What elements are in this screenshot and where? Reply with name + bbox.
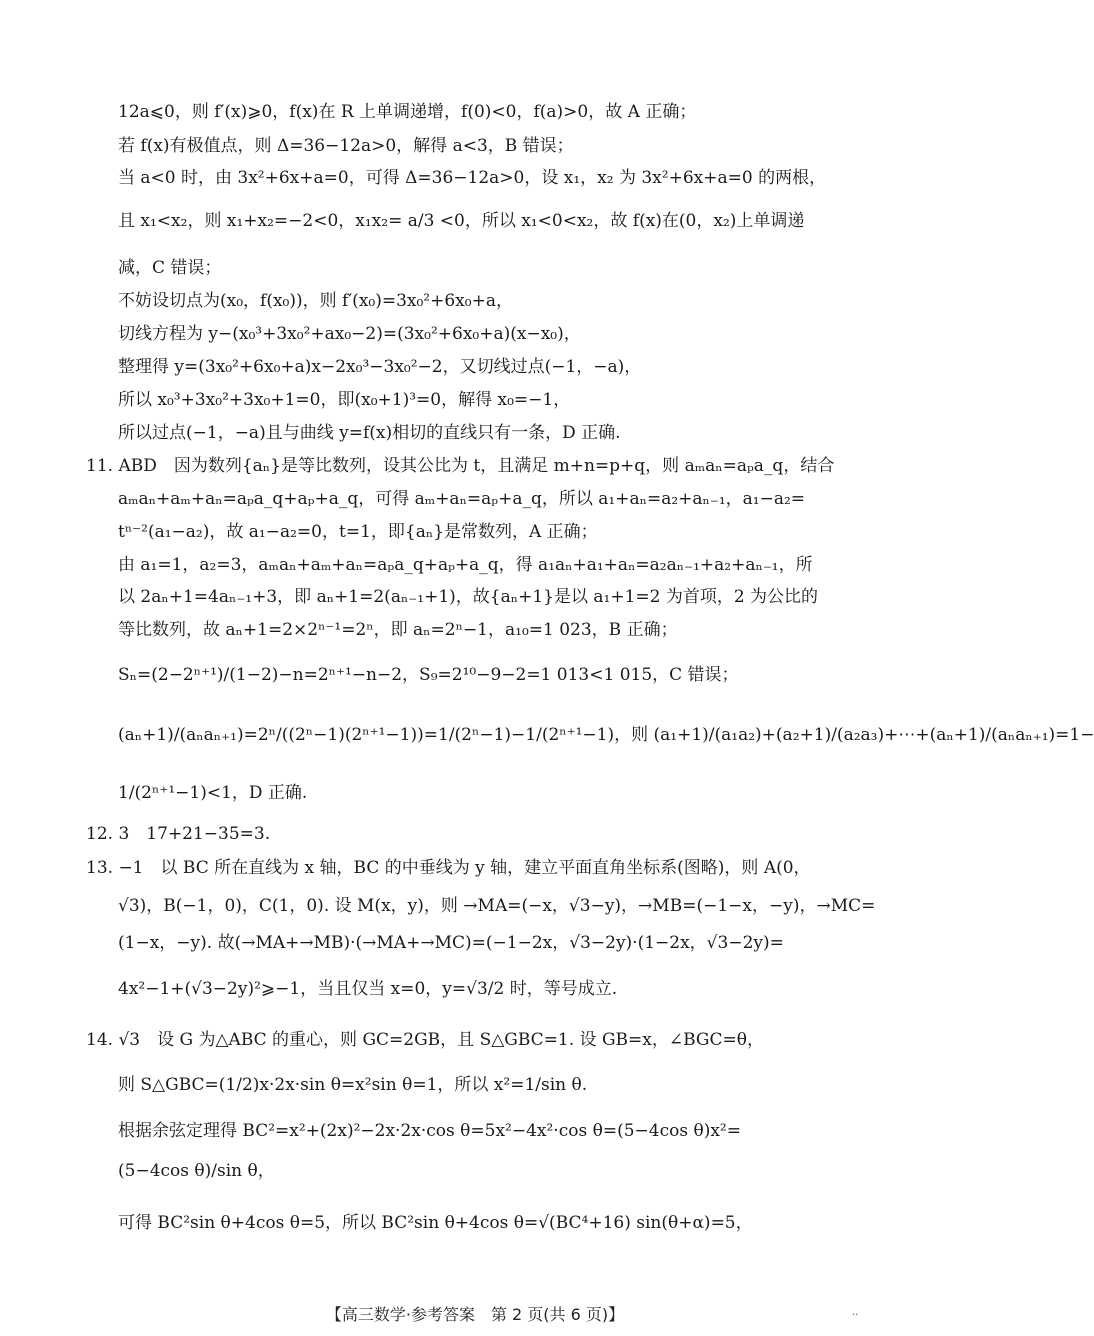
- question-14-line: 14. √3 设 G 为△ABC 的重心，则 GC=2GB，且 S△GBC=1. 设 GB=x，∠BGC=θ，: [86, 1030, 764, 1050]
- text-line: 由 a₁=1，a₂=3，aₘaₙ+aₘ+aₙ=aₚa_q+aₚ+a_q，得 a₁aₙ+a₁+aₙ=a₂aₙ₋₁+a₂+aₙ₋₁，所: [118, 555, 813, 575]
- text-line: 则 S△GBC=(1/2)x·2x·sin θ=x²sin θ=1，所以 x²=1/sin θ.: [118, 1075, 588, 1095]
- text-line: Sₙ=(2−2ⁿ⁺¹)/(1−2)−n=2ⁿ⁺¹−n−2，S₉=2¹⁰−9−2=1 013<1 015，C 错误；: [118, 665, 739, 685]
- text-line: 12a⩽0，则 f′(x)⩾0，f(x)在 R 上单调递增，f(0)<0，f(a)>0，故 A 正确；: [118, 102, 697, 122]
- page-footer: 【高三数学·参考答案 第 2 页(共 6 页)】: [325, 1305, 625, 1324]
- text-line: 减，C 错误；: [118, 258, 222, 278]
- text-line: aₘaₙ+aₘ+aₙ=aₚa_q+aₚ+a_q，可得 aₘ+aₙ=aₚ+a_q，所以 a₁+aₙ=a₂+aₙ₋₁，a₁−a₂=: [118, 489, 806, 509]
- text-line: √3)，B(−1，0)，C(1，0). 设 M(x，y)，则 →MA=(−x，√3−y)，→MB=(−1−x，−y)，→MC=: [118, 896, 876, 916]
- text-line: 所以 x₀³+3x₀²+3x₀+1=0，即(x₀+1)³=0，解得 x₀=−1，: [118, 390, 571, 410]
- question-13-line: 13. −1 以 BC 所在直线为 x 轴，BC 的中垂线为 y 轴，建立平面直角坐标系(图略)，则 A(0，: [86, 858, 811, 878]
- text-line: 可得 BC²sin θ+4cos θ=5，所以 BC²sin θ+4cos θ=√(BC⁴+16) sin(θ+α)=5，: [118, 1213, 753, 1233]
- text-line: 等比数列，故 aₙ+1=2×2ⁿ⁻¹=2ⁿ，即 aₙ=2ⁿ−1，a₁₀=1 023，B 正确；: [118, 620, 678, 640]
- text-line: 4x²−1+(√3−2y)²⩾−1，当且仅当 x=0，y=√3/2 时，等号成立.: [118, 979, 618, 999]
- text-line: (5−4cos θ)/sin θ，: [118, 1161, 275, 1181]
- text-line: (aₙ+1)/(aₙaₙ₊₁)=2ⁿ/((2ⁿ−1)(2ⁿ⁺¹−1))=1/(2ⁿ−1)−1/(2ⁿ⁺¹−1)，则 (a₁+1)/(a₁a₂)+(a₂+1)/(a₂a₃)+⋯+(aₙ+1)/(aₙaₙ₊₁)=1−: [118, 725, 1094, 745]
- question-12-line: 12. 3 17+21−35=3.: [86, 824, 271, 844]
- corner-mark: ··: [852, 1310, 859, 1321]
- text-line: 若 f(x)有极值点，则 Δ=36−12a>0，解得 a<3，B 错误；: [118, 136, 574, 156]
- text-line: (1−x，−y). 故(→MA+→MB)·(→MA+→MC)=(−1−2x，√3−2y)·(1−2x，√3−2y)=: [118, 933, 784, 953]
- text-line: 不妨设切点为(x₀，f(x₀))，则 f′(x₀)=3x₀²+6x₀+a，: [118, 291, 513, 311]
- text-line: 且 x₁<x₂，则 x₁+x₂=−2<0，x₁x₂= a/3 <0，所以 x₁<0<x₂，故 f(x)在(0，x₂)上单调递: [118, 211, 805, 231]
- question-11-line: 11. ABD 因为数列{aₙ}是等比数列，设其公比为 t，且满足 m+n=p+q，则 aₘaₙ=aₚa_q，结合: [86, 456, 835, 476]
- text-line: 所以过点(−1，−a)且与曲线 y=f(x)相切的直线只有一条，D 正确.: [118, 423, 621, 443]
- text-line: 整理得 y=(3x₀²+6x₀+a)x−2x₀³−3x₀²−2，又切线过点(−1，−a)，: [118, 357, 642, 377]
- text-line: tⁿ⁻²(a₁−a₂)，故 a₁−a₂=0，t=1，即{aₙ}是常数列，A 正确；: [118, 522, 598, 542]
- text-line: 以 2aₙ+1=4aₙ₋₁+3，即 aₙ+1=2(aₙ₋₁+1)，故{aₙ+1}是以 a₁+1=2 为首项，2 为公比的: [118, 587, 819, 607]
- text-line: 切线方程为 y−(x₀³+3x₀²+ax₀−2)=(3x₀²+6x₀+a)(x−x₀)，: [118, 324, 581, 344]
- text-line: 当 a<0 时，由 3x²+6x+a=0，可得 Δ=36−12a>0，设 x₁，x₂ 为 3x²+6x+a=0 的两根，: [118, 168, 827, 188]
- text-line: 根据余弦定理得 BC²=x²+(2x)²−2x·2x·cos θ=5x²−4x²·cos θ=(5−4cos θ)x²=: [118, 1121, 741, 1141]
- text-line: 1/(2ⁿ⁺¹−1)<1，D 正确.: [118, 783, 308, 803]
